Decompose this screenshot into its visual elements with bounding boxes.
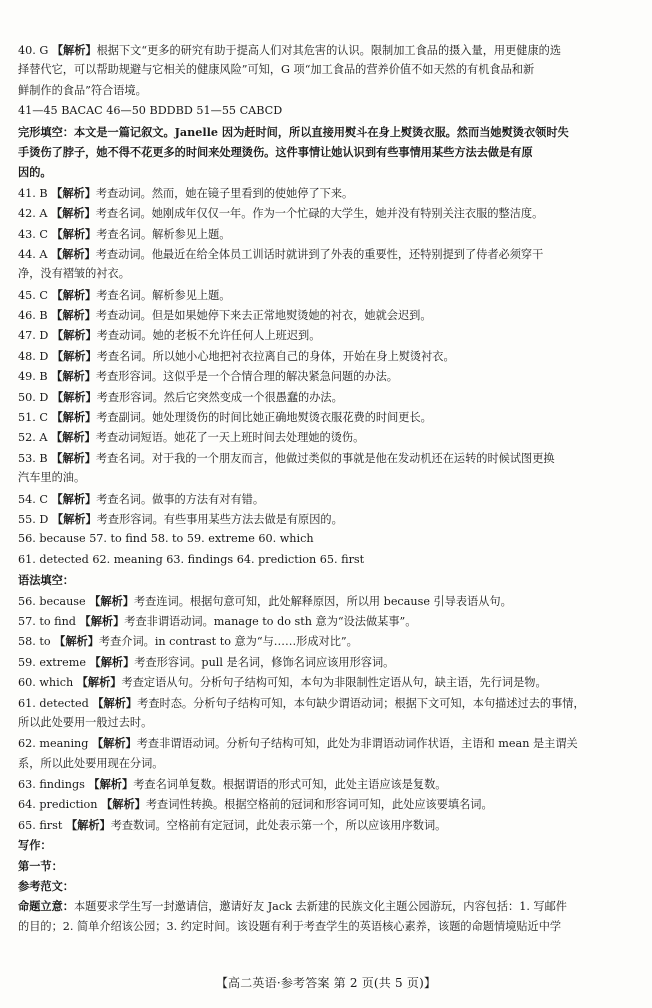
line-q40a: 40. G 【解析】根据下文“更多的研究有助于提高人们对其危害的认识。限制加工食品的摄入量，用更健康的选 — [18, 43, 562, 57]
line-q40c: 鲜制作的食品”符合语境。 — [18, 83, 147, 97]
line-q49: 49. B 【解析】考查形容词。这似乎是一个合情合理的解决紧急问题的办法。 — [18, 369, 398, 384]
line-g59: 59. extreme 【解析】考查形容词。pull 是名词，修饰名词应该用形容词。 — [18, 654, 395, 669]
answers-61-65: 61. detected 62. meaning 63. findings 64. prediction 65. first — [18, 552, 365, 566]
line-q46: 46. B 【解析】考查动词。但是如果她停下来去正常地熨烫她的衬衣，她就会迟到。 — [18, 308, 432, 323]
line-q54: 54. C 【解析】考查名词。做事的方法有对有错。 — [18, 491, 265, 506]
line-g64: 64. prediction 【解析】考查词性转换。根据空格前的冠词和形容词可知，此处应该要填名词。 — [18, 797, 493, 812]
grammar-heading: 语法填空： — [18, 573, 74, 588]
cloze-summary-3: 因的。 — [18, 165, 52, 180]
line-q43: 43. C 【解析】考查名词。解析参见上题。 — [18, 226, 231, 241]
line-q48: 48. D 【解析】考查名词。所以她小心地把衬衣拉离自己的身体，开始在身上熨烫衬衣。 — [18, 348, 455, 363]
line-g65: 65. first 【解析】考查数词。空格前有定冠词，此处表示第一个，所以应该用序数词。 — [18, 817, 447, 832]
answer-key-body — [18, 40, 638, 937]
writing-heading: 写作： — [18, 838, 52, 853]
line-q50: 50. D 【解析】考查形容词。然后它突然变成一个很愚蠢的办法。 — [18, 389, 343, 404]
line-g60: 60. which 【解析】考查定语从句。分析句子结构可知，本句为非限制性定语从句，缺主语，先行词是物。 — [18, 675, 547, 690]
line-q51: 51. C 【解析】考查副词。她处理烫伤的时间比她正确地熨烫衣服花费的时间更长。 — [18, 410, 432, 425]
line-q53b: 汽车里的油。 — [18, 471, 86, 485]
line-q52: 52. A 【解析】考查动词短语。她花了一天上班时间去处理她的烫伤。 — [18, 430, 365, 445]
line-q44b: 净，没有褶皱的衬衣。 — [18, 267, 130, 281]
line-q41: 41. B 【解析】考查动词。然而，她在镜子里看到的使她停了下来。 — [18, 185, 354, 200]
cloze-summary-2: 手烫伤了脖子，她不得不花更多的时间来处理烫伤。这件事情让她认识到有些事情用某些方法去做是有原 — [18, 144, 533, 159]
line-g56: 56. because 【解析】考查连词。根据句意可知，此处解释原因，所以用 because 引导表语从句。 — [18, 593, 512, 608]
cloze-summary-1: 完形填空：本文是一篇记叙文。Janelle 因为赶时间，所以直接用熨斗在身上熨烫衣服。然而当她熨烫衣领时失 — [18, 124, 569, 139]
line-q53a: 53. B 【解析】考查名词。对于我的一个朋友而言，他做过类似的事就是他在发动机还在运转的时候试图更换 — [18, 450, 555, 465]
line-q47: 47. D 【解析】考查动词。她的老板不允许任何人上班迟到。 — [18, 328, 321, 343]
line-q44a: 44. A 【解析】考查动词。他最近在给全体员工训话时就讲到了外表的重要性，还特别提到了侍者必须穿干 — [18, 246, 544, 261]
line-g62b: 系，所以此处要用现在分词。 — [18, 756, 164, 770]
answers-41-55: 41—45 BACAC 46—50 BDDBD 51—55 CABCD — [18, 104, 283, 118]
line-g57: 57. to find 【解析】考查非谓语动词。manage to do sth 意为“设法做某事”。 — [18, 613, 417, 628]
line-g58: 58. to 【解析】考查介词。in contrast to 意为“与……形成对比”。 — [18, 634, 358, 649]
answers-56-60: 56. because 57. to find 58. to 59. extreme 60. which — [18, 532, 314, 546]
line-q45: 45. C 【解析】考查名词。解析参见上题。 — [18, 287, 231, 302]
intent-line-2: 的目的；2. 简单介绍该公园；3. 约定时间。该设题有利于考查学生的英语核心素养，该题的命题情境贴近中学 — [18, 919, 562, 933]
section1-heading: 第一节： — [18, 858, 63, 873]
line-g61b: 所以此处要用一般过去时。 — [18, 715, 153, 729]
intent-line-1: 命题立意：本题要求学生写一封邀请信，邀请好友 Jack 去新建的民族文化主题公园游玩，内容包括：1. 写邮件 — [18, 899, 567, 914]
page-footer: 【高二英语·参考答案 第 2 页(共 5 页)】 — [215, 976, 437, 990]
sample-essay-heading: 参考范文： — [18, 879, 74, 894]
line-g63: 63. findings 【解析】考查名词单复数。根据谓语的形式可知，此处主语应该是复数。 — [18, 777, 447, 792]
line-q55: 55. D 【解析】考查形容词。有些事用某些方法去做是有原因的。 — [18, 511, 343, 526]
line-q40b: 择替代它，可以帮助规避与它相关的健康风险”可知，G 项“加工食品的营养价值不如天然的有机食品和新 — [18, 63, 535, 77]
line-g62a: 62. meaning 【解析】考查非谓语动词。分析句子结构可知，此处为非谓语动词作状语，主语和 mean 是主谓关 — [18, 736, 578, 751]
line-q42: 42. A 【解析】考查名词。她刚成年仅仅一年。作为一个忙碌的大学生，她并没有特别关注衣服的整洁度。 — [18, 206, 544, 221]
line-g61a: 61. detected 【解析】考查时态。分析句子结构可知，本句缺少谓语动词；根据下文可知，本句描述过去的事情， — [18, 695, 585, 710]
